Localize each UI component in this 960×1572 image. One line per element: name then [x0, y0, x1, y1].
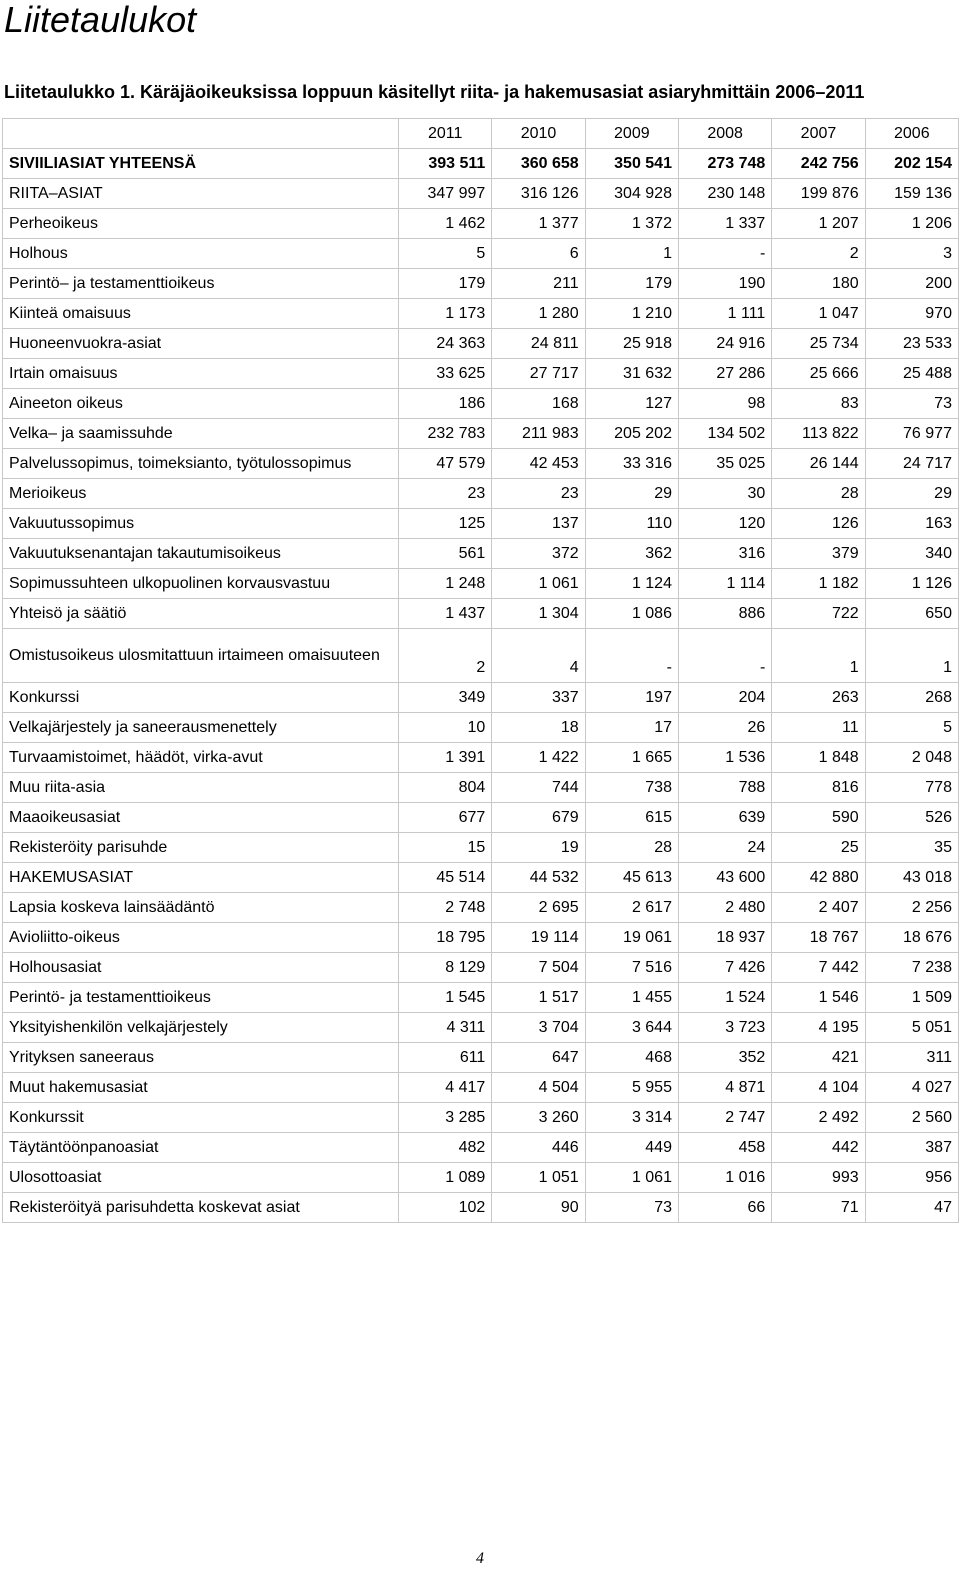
value-cell: 639	[678, 803, 771, 833]
value-cell: 44 532	[492, 863, 585, 893]
table-row	[3, 539, 959, 569]
row-label: Vakuutuksenantajan takautumisoikeus	[3, 539, 399, 569]
value-cell: 211	[492, 269, 585, 299]
table-row	[3, 1133, 959, 1163]
value-cell: 1 422	[492, 743, 585, 773]
value-cell: 3 285	[399, 1103, 492, 1133]
value-cell: 31 632	[585, 359, 678, 389]
value-cell: 102	[399, 1193, 492, 1223]
value-cell: 347 997	[399, 179, 492, 209]
value-cell: 204	[678, 683, 771, 713]
value-cell: 446	[492, 1133, 585, 1163]
value-cell: 18 676	[865, 923, 958, 953]
value-cell: 561	[399, 539, 492, 569]
value-cell: 24 916	[678, 329, 771, 359]
value-cell: 2 480	[678, 893, 771, 923]
value-cell: 1 517	[492, 983, 585, 1013]
value-cell: 18 767	[772, 923, 865, 953]
value-cell: 1 665	[585, 743, 678, 773]
year-header: 2009	[585, 119, 678, 149]
value-cell: -	[585, 629, 678, 683]
value-cell: 33 625	[399, 359, 492, 389]
row-label: Rekisteröity parisuhde	[3, 833, 399, 863]
value-cell: 449	[585, 1133, 678, 1163]
value-cell: 1 124	[585, 569, 678, 599]
value-cell: 7 516	[585, 953, 678, 983]
year-header: 2008	[678, 119, 771, 149]
value-cell: 273 748	[678, 149, 771, 179]
value-cell: 1 061	[585, 1163, 678, 1193]
value-cell: 5 051	[865, 1013, 958, 1043]
value-cell: 1 377	[492, 209, 585, 239]
header-row	[3, 119, 959, 149]
value-cell: 311	[865, 1043, 958, 1073]
value-cell: 2 256	[865, 893, 958, 923]
row-label: Lapsia koskeva lainsäädäntö	[3, 893, 399, 923]
value-cell: 788	[678, 773, 771, 803]
value-cell: 230 148	[678, 179, 771, 209]
value-cell: 45 514	[399, 863, 492, 893]
value-cell: 1 114	[678, 569, 771, 599]
value-cell: 190	[678, 269, 771, 299]
table-row	[3, 833, 959, 863]
table-row	[3, 389, 959, 419]
row-label: HAKEMUSASIAT	[3, 863, 399, 893]
value-cell: 316	[678, 539, 771, 569]
row-label: Perintö– ja testamenttioikeus	[3, 269, 399, 299]
value-cell: 1 089	[399, 1163, 492, 1193]
value-cell: 137	[492, 509, 585, 539]
value-cell: 168	[492, 389, 585, 419]
value-cell: 24	[678, 833, 771, 863]
value-cell: 98	[678, 389, 771, 419]
value-cell: 202 154	[865, 149, 958, 179]
table-row	[3, 713, 959, 743]
table-row	[3, 923, 959, 953]
page-number: 4	[476, 1550, 484, 1567]
row-label: Irtain omaisuus	[3, 359, 399, 389]
value-cell: 886	[678, 599, 771, 629]
value-cell: 25 666	[772, 359, 865, 389]
table-row	[3, 419, 959, 449]
value-cell: 804	[399, 773, 492, 803]
row-label: Vakuutussopimus	[3, 509, 399, 539]
row-label: Muu riita-asia	[3, 773, 399, 803]
value-cell: 993	[772, 1163, 865, 1193]
table-row	[3, 1013, 959, 1043]
value-cell: 3	[865, 239, 958, 269]
value-cell: 340	[865, 539, 958, 569]
value-cell: 1 086	[585, 599, 678, 629]
value-cell: 2 560	[865, 1103, 958, 1133]
value-cell: 110	[585, 509, 678, 539]
value-cell: 1 524	[678, 983, 771, 1013]
value-cell: 18 937	[678, 923, 771, 953]
value-cell: 611	[399, 1043, 492, 1073]
value-cell: 7 442	[772, 953, 865, 983]
value-cell: 8 129	[399, 953, 492, 983]
value-cell: 1 016	[678, 1163, 771, 1193]
value-cell: 33 316	[585, 449, 678, 479]
value-cell: 2 048	[865, 743, 958, 773]
table-row	[3, 983, 959, 1013]
value-cell: 1 848	[772, 743, 865, 773]
value-cell: 5	[865, 713, 958, 743]
value-cell: 120	[678, 509, 771, 539]
value-cell: 304 928	[585, 179, 678, 209]
value-cell: 24 811	[492, 329, 585, 359]
value-cell: 722	[772, 599, 865, 629]
value-cell: 76 977	[865, 419, 958, 449]
value-cell: 43 018	[865, 863, 958, 893]
value-cell: 590	[772, 803, 865, 833]
value-cell: 71	[772, 1193, 865, 1223]
value-cell: 1 372	[585, 209, 678, 239]
row-label: Yhteisö ja säätiö	[3, 599, 399, 629]
row-label: Täytäntöönpanoasiat	[3, 1133, 399, 1163]
value-cell: 4 195	[772, 1013, 865, 1043]
value-cell: 24 717	[865, 449, 958, 479]
value-cell: 1 280	[492, 299, 585, 329]
value-cell: 197	[585, 683, 678, 713]
value-cell: 163	[865, 509, 958, 539]
value-cell: 647	[492, 1043, 585, 1073]
value-cell: 73	[865, 389, 958, 419]
year-header: 2010	[492, 119, 585, 149]
value-cell: 1 304	[492, 599, 585, 629]
value-cell: 4 504	[492, 1073, 585, 1103]
value-cell: 43 600	[678, 863, 771, 893]
value-cell: 1 545	[399, 983, 492, 1013]
value-cell: 26	[678, 713, 771, 743]
value-cell: 113 822	[772, 419, 865, 449]
statistics-table	[2, 118, 959, 1223]
row-label: Rekisteröityä parisuhdetta koskevat asiat	[3, 1193, 399, 1223]
value-cell: 1 391	[399, 743, 492, 773]
row-label: Merioikeus	[3, 479, 399, 509]
row-label: Kiinteä omaisuus	[3, 299, 399, 329]
value-cell: 350 541	[585, 149, 678, 179]
value-cell: 1	[772, 629, 865, 683]
value-cell: 17	[585, 713, 678, 743]
table-row	[3, 449, 959, 479]
table-row	[3, 1073, 959, 1103]
table-row	[3, 803, 959, 833]
value-cell: 19 061	[585, 923, 678, 953]
value-cell: 11	[772, 713, 865, 743]
value-cell: 2	[772, 239, 865, 269]
table-row	[3, 359, 959, 389]
value-cell: 26 144	[772, 449, 865, 479]
table-row	[3, 299, 959, 329]
value-cell: 1 047	[772, 299, 865, 329]
value-cell: 200	[865, 269, 958, 299]
value-cell: 3 314	[585, 1103, 678, 1133]
table-row	[3, 1103, 959, 1133]
value-cell: 42 880	[772, 863, 865, 893]
value-cell: 2 617	[585, 893, 678, 923]
row-label: Sopimussuhteen ulkopuolinen korvausvastuu	[3, 569, 399, 599]
value-cell: 2 695	[492, 893, 585, 923]
value-cell: 180	[772, 269, 865, 299]
row-label: RIITA–ASIAT	[3, 179, 399, 209]
value-cell: 4 027	[865, 1073, 958, 1103]
value-cell: 35 025	[678, 449, 771, 479]
value-cell: 1 173	[399, 299, 492, 329]
year-header: 2007	[772, 119, 865, 149]
row-label: Konkurssi	[3, 683, 399, 713]
value-cell: 2 748	[399, 893, 492, 923]
row-label: Konkurssit	[3, 1103, 399, 1133]
value-cell: 30	[678, 479, 771, 509]
value-cell: 1 455	[585, 983, 678, 1013]
value-cell: 205 202	[585, 419, 678, 449]
value-cell: 23 533	[865, 329, 958, 359]
value-cell: 421	[772, 1043, 865, 1073]
table-title: Liitetaulukko 1. Käräjäoikeuksissa loppuun käsitellyt riita- ja hakemusasiat asiaryhmittäin 2006–2011	[4, 82, 865, 102]
value-cell: 47	[865, 1193, 958, 1223]
value-cell: 1 111	[678, 299, 771, 329]
row-label: Yrityksen saneeraus	[3, 1043, 399, 1073]
value-cell: 956	[865, 1163, 958, 1193]
value-cell: 232 783	[399, 419, 492, 449]
table-row	[3, 509, 959, 539]
value-cell: 442	[772, 1133, 865, 1163]
value-cell: 1	[585, 239, 678, 269]
value-cell: 10	[399, 713, 492, 743]
value-cell: 2 747	[678, 1103, 771, 1133]
value-cell: 1 546	[772, 983, 865, 1013]
value-cell: 1 536	[678, 743, 771, 773]
value-cell: 19 114	[492, 923, 585, 953]
row-label: Perheoikeus	[3, 209, 399, 239]
value-cell: 29	[865, 479, 958, 509]
value-cell: 1 437	[399, 599, 492, 629]
table-row	[3, 1043, 959, 1073]
value-cell: 29	[585, 479, 678, 509]
table-row	[3, 743, 959, 773]
value-cell: 1 206	[865, 209, 958, 239]
table-row	[3, 479, 959, 509]
table-row	[3, 149, 959, 179]
value-cell: 4 417	[399, 1073, 492, 1103]
value-cell: 90	[492, 1193, 585, 1223]
value-cell: 4 311	[399, 1013, 492, 1043]
value-cell: 5	[399, 239, 492, 269]
header-blank-cell	[3, 119, 399, 149]
value-cell: 526	[865, 803, 958, 833]
value-cell: 23	[492, 479, 585, 509]
value-cell: 19	[492, 833, 585, 863]
value-cell: 458	[678, 1133, 771, 1163]
value-cell: 6	[492, 239, 585, 269]
value-cell: 1 051	[492, 1163, 585, 1193]
table-row	[3, 269, 959, 299]
value-cell: 242 756	[772, 149, 865, 179]
value-cell: 3 704	[492, 1013, 585, 1043]
table-row	[3, 209, 959, 239]
value-cell: 778	[865, 773, 958, 803]
value-cell: 4 871	[678, 1073, 771, 1103]
value-cell: 3 644	[585, 1013, 678, 1043]
row-label: Muut hakemusasiat	[3, 1073, 399, 1103]
value-cell: 362	[585, 539, 678, 569]
table-row	[3, 1163, 959, 1193]
table-row	[3, 599, 959, 629]
row-label: SIVIILIASIAT YHTEENSÄ	[3, 149, 399, 179]
table-row	[3, 329, 959, 359]
value-cell: 1 248	[399, 569, 492, 599]
table-row	[3, 863, 959, 893]
table-row	[3, 1193, 959, 1223]
value-cell: 66	[678, 1193, 771, 1223]
value-cell: 4	[492, 629, 585, 683]
value-cell: 1 210	[585, 299, 678, 329]
value-cell: 2 492	[772, 1103, 865, 1133]
value-cell: 263	[772, 683, 865, 713]
row-label: Omistusoikeus ulosmitattuun irtaimeen omaisuuteen	[3, 629, 399, 683]
row-label: Turvaamistoimet, häädöt, virka-avut	[3, 743, 399, 773]
value-cell: 125	[399, 509, 492, 539]
value-cell: 1 207	[772, 209, 865, 239]
value-cell: 268	[865, 683, 958, 713]
value-cell: 159 136	[865, 179, 958, 209]
value-cell: 15	[399, 833, 492, 863]
value-cell: 816	[772, 773, 865, 803]
value-cell: 27 717	[492, 359, 585, 389]
value-cell: 4 104	[772, 1073, 865, 1103]
row-label: Velka– ja saamissuhde	[3, 419, 399, 449]
row-label: Velkajärjestely ja saneerausmenettely	[3, 713, 399, 743]
value-cell: 47 579	[399, 449, 492, 479]
value-cell: 126	[772, 509, 865, 539]
table-row	[3, 629, 959, 683]
table-header	[3, 119, 959, 149]
value-cell: 379	[772, 539, 865, 569]
value-cell: 186	[399, 389, 492, 419]
value-cell: 349	[399, 683, 492, 713]
value-cell: 677	[399, 803, 492, 833]
value-cell: 2	[399, 629, 492, 683]
value-cell: 179	[399, 269, 492, 299]
value-cell: 3 723	[678, 1013, 771, 1043]
value-cell: 615	[585, 803, 678, 833]
value-cell: 360 658	[492, 149, 585, 179]
row-label: Aineeton oikeus	[3, 389, 399, 419]
value-cell: 468	[585, 1043, 678, 1073]
row-label: Holhous	[3, 239, 399, 269]
value-cell: 2 407	[772, 893, 865, 923]
value-cell: 28	[772, 479, 865, 509]
value-cell: 18	[492, 713, 585, 743]
value-cell: 24 363	[399, 329, 492, 359]
row-label: Huoneenvuokra-asiat	[3, 329, 399, 359]
year-header: 2006	[865, 119, 958, 149]
row-label: Avioliitto-oikeus	[3, 923, 399, 953]
value-cell: 744	[492, 773, 585, 803]
value-cell: 3 260	[492, 1103, 585, 1133]
value-cell: 482	[399, 1133, 492, 1163]
value-cell: 25 734	[772, 329, 865, 359]
value-cell: 1 061	[492, 569, 585, 599]
value-cell: 650	[865, 599, 958, 629]
value-cell: 35	[865, 833, 958, 863]
value-cell: 7 504	[492, 953, 585, 983]
value-cell: 27 286	[678, 359, 771, 389]
value-cell: 42 453	[492, 449, 585, 479]
table-row	[3, 569, 959, 599]
value-cell: 1 509	[865, 983, 958, 1013]
value-cell: 352	[678, 1043, 771, 1073]
table-body	[3, 149, 959, 1223]
value-cell: 393 511	[399, 149, 492, 179]
value-cell: 387	[865, 1133, 958, 1163]
value-cell: 5 955	[585, 1073, 678, 1103]
table-row	[3, 239, 959, 269]
value-cell: 45 613	[585, 863, 678, 893]
value-cell: 25 488	[865, 359, 958, 389]
value-cell: 83	[772, 389, 865, 419]
row-label: Palvelussopimus, toimeksianto, työtulossopimus	[3, 449, 399, 479]
table-row	[3, 773, 959, 803]
table-row	[3, 893, 959, 923]
row-label: Maaoikeusasiat	[3, 803, 399, 833]
row-label: Yksityishenkilön velkajärjestely	[3, 1013, 399, 1043]
value-cell: 7 426	[678, 953, 771, 983]
value-cell: 134 502	[678, 419, 771, 449]
page-title: Liitetaulukot	[4, 0, 197, 40]
row-label: Ulosottoasiat	[3, 1163, 399, 1193]
value-cell: 372	[492, 539, 585, 569]
value-cell: 1	[865, 629, 958, 683]
row-label: Perintö- ja testamenttioikeus	[3, 983, 399, 1013]
value-cell: 970	[865, 299, 958, 329]
value-cell: 211 983	[492, 419, 585, 449]
value-cell: 25 918	[585, 329, 678, 359]
value-cell: 199 876	[772, 179, 865, 209]
value-cell: 18 795	[399, 923, 492, 953]
value-cell: 738	[585, 773, 678, 803]
value-cell: 25	[772, 833, 865, 863]
value-cell: 73	[585, 1193, 678, 1223]
value-cell: 1 126	[865, 569, 958, 599]
value-cell: 337	[492, 683, 585, 713]
table-row	[3, 179, 959, 209]
table-row	[3, 953, 959, 983]
table-row	[3, 683, 959, 713]
value-cell: -	[678, 239, 771, 269]
row-label: Holhousasiat	[3, 953, 399, 983]
value-cell: 679	[492, 803, 585, 833]
value-cell: 23	[399, 479, 492, 509]
value-cell: 28	[585, 833, 678, 863]
value-cell: 316 126	[492, 179, 585, 209]
value-cell: 1 182	[772, 569, 865, 599]
year-header: 2011	[399, 119, 492, 149]
value-cell: -	[678, 629, 771, 683]
value-cell: 1 462	[399, 209, 492, 239]
value-cell: 1 337	[678, 209, 771, 239]
value-cell: 179	[585, 269, 678, 299]
value-cell: 127	[585, 389, 678, 419]
value-cell: 7 238	[865, 953, 958, 983]
